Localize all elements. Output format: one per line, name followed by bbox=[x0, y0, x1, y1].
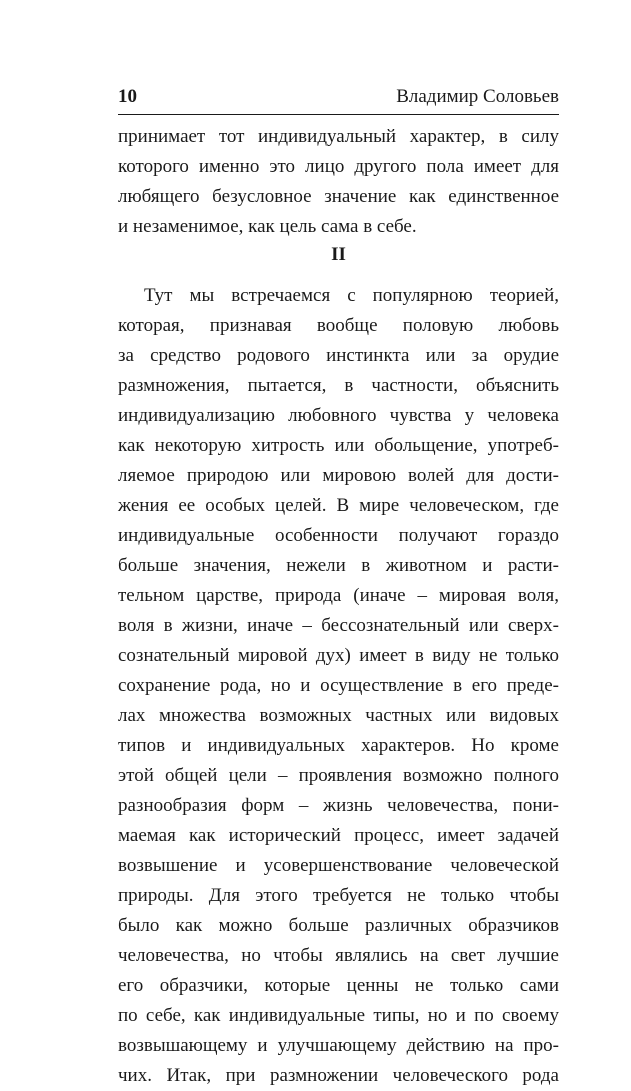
text-line: принимает тот индивидуальный характер, в силу bbox=[118, 126, 559, 147]
text-line: по себе, как индивидуальные типы, но и по своему bbox=[118, 1005, 559, 1026]
paragraph-continued bbox=[118, 122, 559, 242]
text-line: сознательный мировой дух) имеет в виду не только bbox=[118, 645, 559, 666]
text-line: сохранение рода, но и осуществление в его преде- bbox=[118, 675, 559, 696]
text-line: было как можно больше различных образчиков bbox=[118, 915, 559, 936]
text-line: маемая как исторический процесс, имеет задачей bbox=[118, 825, 559, 846]
running-head-author: Владимир Соловьев bbox=[396, 86, 559, 107]
text-line: чих. Итак, при размножении человеческого рода bbox=[118, 1065, 559, 1086]
text-line: как некоторую хитрость или обольщение, употреб- bbox=[118, 435, 559, 456]
text-line: природы. Для этого требуется не только чтобы bbox=[118, 885, 559, 906]
text-line: тельном царстве, природа (иначе – мировая воля, bbox=[118, 585, 559, 606]
section-heading: II bbox=[331, 244, 346, 265]
text-line: разнообразия форм – жизнь человечества, пони- bbox=[118, 795, 559, 816]
text-line: индивидуальные особенности получают гораздо bbox=[118, 525, 559, 546]
text-line: и незаменимое, как цель сама в себе. bbox=[118, 216, 417, 237]
text-line: размножения, пытается, в частности, объяснить bbox=[118, 375, 559, 396]
paragraph-body bbox=[118, 281, 559, 1091]
text-line: ляемое природою или мировою волей для дости- bbox=[118, 465, 559, 486]
text-line: за средство родового инстинкта или за орудие bbox=[118, 345, 559, 366]
text-line: индивидуализацию любовного чувства у человека bbox=[118, 405, 559, 426]
text-line: его образчики, которые ценны не только сами bbox=[118, 975, 559, 996]
text-line: возвышающему и улучшающему действию на про- bbox=[118, 1035, 559, 1056]
text-line: больше значения, нежели в животном и расти- bbox=[118, 555, 559, 576]
text-line: этой общей цели – проявления возможно полного bbox=[118, 765, 559, 786]
text-line: человечества, но чтобы являлись на свет лучшие bbox=[118, 945, 559, 966]
text-line: лах множества возможных частных или видовых bbox=[118, 705, 559, 726]
text-line: воля в жизни, иначе – бессознательный или сверх- bbox=[118, 615, 559, 636]
page-header bbox=[118, 86, 559, 108]
text-line: жения ее особых целей. В мире человеческом, где bbox=[118, 495, 559, 516]
header-rule bbox=[118, 114, 559, 115]
text-line: возвышение и усовершенствование человеческой bbox=[118, 855, 559, 876]
text-line: которая, признавая вообще половую любовь bbox=[118, 315, 559, 336]
text-line: Тут мы встречаемся с популярною теорией, bbox=[144, 285, 559, 306]
text-line: любящего безусловное значение как единственное bbox=[118, 186, 559, 207]
page-number: 10 bbox=[118, 86, 137, 107]
text-line: типов и индивидуальных характеров. Но кроме bbox=[118, 735, 559, 756]
text-line: которого именно это лицо другого пола имеет для bbox=[118, 156, 559, 177]
